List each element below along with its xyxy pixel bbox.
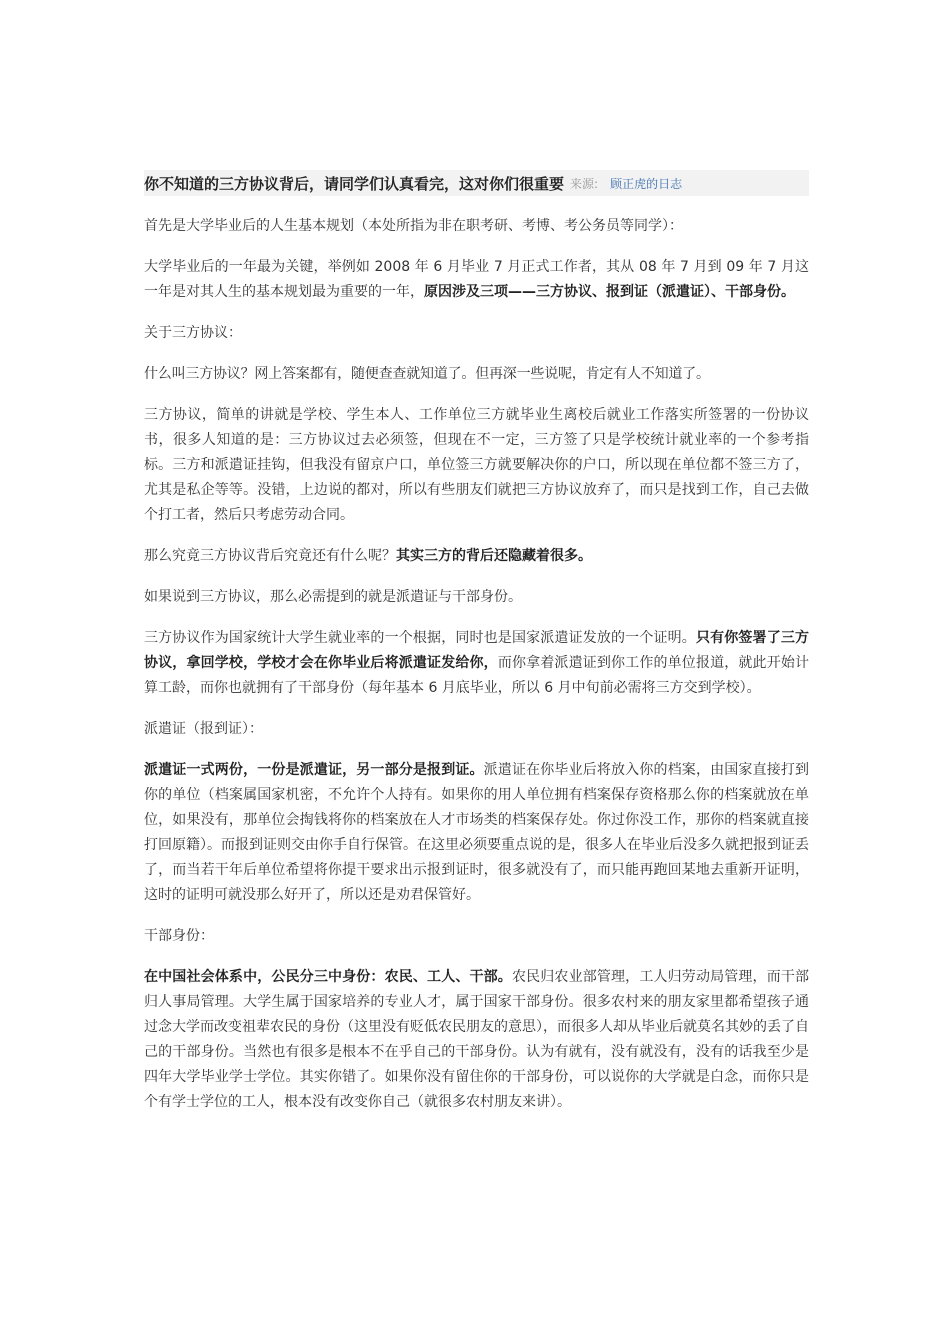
source-label: 来源: <box>570 176 599 191</box>
article-title: 你不知道的三方协议背后，请同学们认真看完，这对你们很重要 <box>144 174 565 193</box>
emphasis-text: 在中国社会体系中，公民分三中身份：农民、工人、干部。 <box>144 969 512 985</box>
paragraph-what-is: 什么叫三方协议？网上答案都有，随便查查就知道了。但再深一些说呢，肯定有人不知道了。 <box>144 366 710 382</box>
article-header <box>144 170 809 196</box>
paragraph-cadre-detail: 在中国社会体系中，公民分三中身份：农民、工人、干部。农民归农业部管理，工人归劳动局管理，而干部归人事局管理。大学生属于国家培养的专业人才，属于国家干部身份。很多农村来的朋友家里都希望孩子通过念大学而改变祖辈农民的身份（这里没有贬低农民朋友的意思），而很多人却从毕业后就莫名其妙的丢了自己的干部身份。当然也有很多是根本不在乎自己的干部身份。认为有就有，没有就没有，没有的话我至少是四年大学毕业学士学位。其实你错了。如果你没有留住你的干部身份，可以说你的大学就是白念，而你只是个有学士学位的工人，根本没有改变你自己（就很多农村朋友来讲）。 <box>144 969 810 1110</box>
paragraph-basis: 三方协议作为国家统计大学生就业率的一个根据，同时也是国家派遣证发放的一个证明。只有你签署了三方协议，拿回学校，学校才会在你毕业后将派遣证发给你，而你拿着派遣证到你工作的单位报道，就此开始计算工龄，而你也就拥有了干部身份（每年基本 6 月底毕业，所以 6 月中旬前必需将三方交到学校）。 <box>144 630 810 696</box>
emphasis-text: 只有你签署了三方协议，拿回学校，学校才会在你毕业后将派遣证发给你， <box>144 630 810 671</box>
emphasis-text: 其实三方的背后还隐藏着很多。 <box>396 548 592 564</box>
emphasis-text: 派遣证一式两份，一份是派遣证，另一部分是报到证。 <box>144 762 484 778</box>
section-heading-dispatch: 派遣证（报到证）： <box>144 721 263 737</box>
paragraph-behind: 那么究竟三方协议背后究竟还有什么呢？其实三方的背后还隐藏着很多。 <box>144 548 592 564</box>
emphasis-text: 原因涉及三项——三方协议、报到证（派遣证）、干部身份。 <box>424 284 795 300</box>
article <box>144 170 809 1131</box>
paragraph-agreement-detail: 三方协议，简单的讲就是学校、学生本人、工作单位三方就毕业生离校后就业工作落实所签署的一份协议书，很多人知道的是：三方协议过去必须签，但现在不一定，三方签了只是学校统计就业率的一个参考指标。三方和派遣证挂钩，但我没有留京户口，单位签三方就要解决你的户口，所以现在单位都不签三方了，尤其是私企等等。没错，上边说的都对，所以有些朋友们就把三方协议放弃了，而只是找到工作，自己去做个打工者，然后只考虑劳动合同。 <box>144 407 809 523</box>
source-link[interactable]: 顾正虎的日志 <box>610 176 683 191</box>
paragraph-mention: 如果说到三方协议，那么必需提到的就是派遣证与干部身份。 <box>144 589 522 605</box>
paragraph-intro: 首先是大学毕业后的人生基本规划（本处所指为非在职考研、考博、考公务员等同学）： <box>144 218 683 234</box>
section-heading-cadre: 干部身份： <box>144 928 214 944</box>
section-heading-agreement: 关于三方协议： <box>144 325 242 341</box>
paragraph-key-year: 大学毕业后的一年最为关键，举例如 2008 年 6 月毕业 7 月正式工作者，其从 08 年 7 月到 09 年 7 月这一年是对其人生的基本规划最为重要的一年，原因涉及三项——三方协议、报到证（派遣证）、干部身份。 <box>144 259 809 300</box>
paragraph-dispatch-detail: 派遣证一式两份，一份是派遣证，另一部分是报到证。派遣证在你毕业后将放入你的档案，由国家直接打到你的单位（档案属国家机密，不允许个人持有。如果你的用人单位拥有档案保存资格那么你的档案就放在单位，如果没有，那单位会掏钱将你的档案放在人才市场类的档案保存处。你过你没工作，那你的档案就直接打回原籍）。而报到证则交由你手自行保管。在这里必须要重点说的是，很多人在毕业后没多久就把报到证丢了，而当若干年后单位希望将你提干要求出示报到证时，很多就没有了，而只能再跑回某地去重新开证明，这时的证明可就没那么好开了，所以还是劝君保管好。 <box>144 762 810 903</box>
